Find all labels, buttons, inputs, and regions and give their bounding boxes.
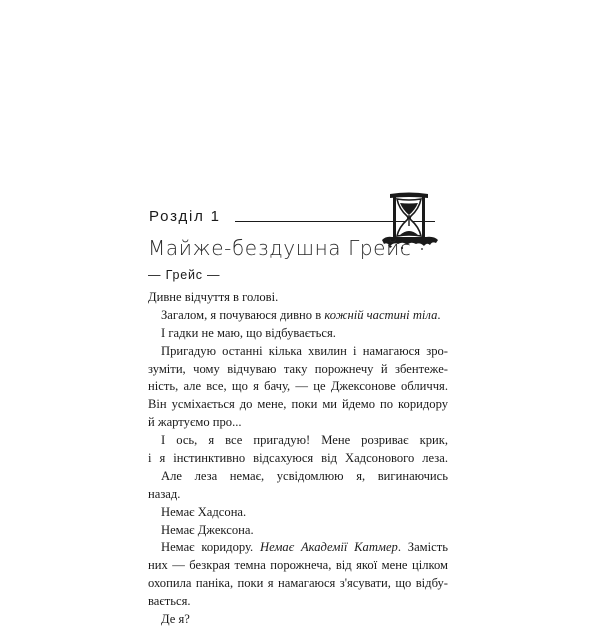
text-line: [148, 450, 448, 468]
text-segment: Але леза немає, усвідомлюю я, вигинаючись: [161, 468, 448, 483]
text-line: [148, 307, 448, 325]
text-line: [148, 468, 448, 486]
text-line: [148, 432, 448, 450]
text-line: [148, 378, 448, 396]
text-line: [148, 557, 448, 575]
chapter-title: Майже-бездушна Грейс: [148, 236, 412, 260]
text-line: [148, 325, 448, 343]
italic-text: Немає Академії Катмер: [259, 540, 398, 555]
text-line: [148, 611, 448, 629]
text-segment: . Замість: [397, 540, 448, 555]
text-line: [148, 539, 448, 557]
text-segment: Немає коридору.: [161, 540, 260, 555]
text-segment: Немає Джексона.: [161, 522, 254, 537]
text-segment: і я інстинктивно відсахуюся від Хадсонового леза.: [148, 451, 448, 466]
text-segment: І ось, я все пригадую! Мене розриває крик,: [161, 433, 448, 448]
text-segment: Пригадую останні кілька хвилин і намагаюся зро-: [161, 343, 448, 358]
text-segment: Де я?: [161, 612, 190, 627]
text-segment: охопила паніка, поки я намагаюся з'ясувати, що відбу-: [148, 576, 448, 591]
text-segment: Загалом, я почуваюся дивно в: [161, 307, 325, 322]
text-segment: вається.: [148, 594, 191, 609]
text-segment: й жартуємо про...: [148, 415, 242, 430]
text-line: [148, 486, 448, 504]
text-line: [148, 289, 448, 307]
italic-text: кожній частині тіла: [324, 307, 438, 322]
text-line: [148, 504, 448, 522]
text-segment: назад.: [148, 486, 181, 501]
text-line: [148, 361, 448, 379]
text-segment: .: [437, 307, 441, 322]
text-segment: них — безкрая темна порожнеча, від якої мене цілком: [148, 558, 448, 573]
text-segment: І гадки не маю, що відбувається.: [161, 325, 336, 340]
chapter-number-label: Розділ 1: [149, 208, 221, 225]
text-segment: Він усміхається до мене, поки ми йдемо по коридору: [148, 397, 448, 412]
text-segment: Дивне відчуття в голові.: [148, 290, 279, 304]
text-segment: зуміти, чому відчуваю таку порожнечу й збентеже-: [148, 361, 448, 376]
narrator-label: — Грейс —: [148, 268, 221, 282]
text-segment: Немає Хадсона.: [161, 504, 247, 519]
text-line: [148, 522, 448, 540]
text-line: [148, 396, 448, 414]
text-line: [148, 343, 448, 361]
chapter-body-text: [148, 289, 448, 629]
text-line: [148, 414, 448, 432]
text-segment: ність, але все, що я бачу, — це Джексонове обличчя.: [148, 379, 448, 394]
text-line: [148, 593, 448, 611]
text-line: [148, 575, 448, 593]
